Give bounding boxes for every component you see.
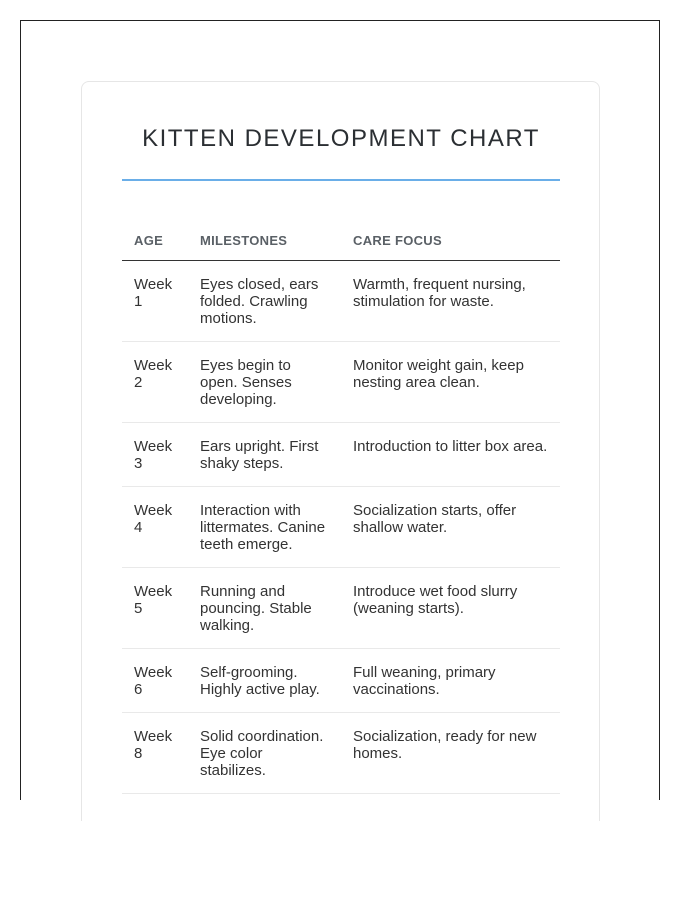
cell-milestones: Solid coordination. Eye color stabilizes. <box>188 713 341 794</box>
cell-milestones: Self-grooming. Highly active play. <box>188 649 341 713</box>
cell-care-focus: Full weaning, primary vaccinations. <box>341 649 560 713</box>
table-row <box>122 713 560 794</box>
page-title: KITTEN DEVELOPMENT CHART <box>142 125 540 152</box>
table-row <box>122 423 560 487</box>
header-age: AGE <box>122 223 188 261</box>
cell-care-focus: Socialization, ready for new homes. <box>341 713 560 794</box>
cell-age: Week 5 <box>122 568 188 649</box>
cell-age: Week 8 <box>122 713 188 794</box>
cell-age: Week 1 <box>122 261 188 342</box>
table-header-row <box>122 223 560 261</box>
cell-age: Week 3 <box>122 423 188 487</box>
cell-age: Week 6 <box>122 649 188 713</box>
cell-care-focus: Socialization starts, offer shallow water. <box>341 487 560 568</box>
cell-care-focus: Warmth, frequent nursing, stimulation for waste. <box>341 261 560 342</box>
table-row <box>122 568 560 649</box>
development-table <box>122 223 560 794</box>
table-row <box>122 649 560 713</box>
cell-milestones: Running and pouncing. Stable walking. <box>188 568 341 649</box>
cell-milestones: Ears upright. First shaky steps. <box>188 423 341 487</box>
table-row <box>122 342 560 423</box>
table-row <box>122 487 560 568</box>
title-divider <box>122 179 560 181</box>
cell-care-focus: Introduction to litter box area. <box>341 423 560 487</box>
cell-care-focus: Monitor weight gain, keep nesting area clean. <box>341 342 560 423</box>
cell-milestones: Interaction with littermates. Canine teeth emerge. <box>188 487 341 568</box>
header-milestones: MILESTONES <box>188 223 341 261</box>
header-care-focus: CARE FOCUS <box>341 223 560 261</box>
cell-age: Week 2 <box>122 342 188 423</box>
cell-milestones: Eyes begin to open. Senses developing. <box>188 342 341 423</box>
cell-care-focus: Introduce wet food slurry (weaning starts). <box>341 568 560 649</box>
cell-milestones: Eyes closed, ears folded. Crawling motions. <box>188 261 341 342</box>
cell-age: Week 4 <box>122 487 188 568</box>
table-row <box>122 261 560 342</box>
